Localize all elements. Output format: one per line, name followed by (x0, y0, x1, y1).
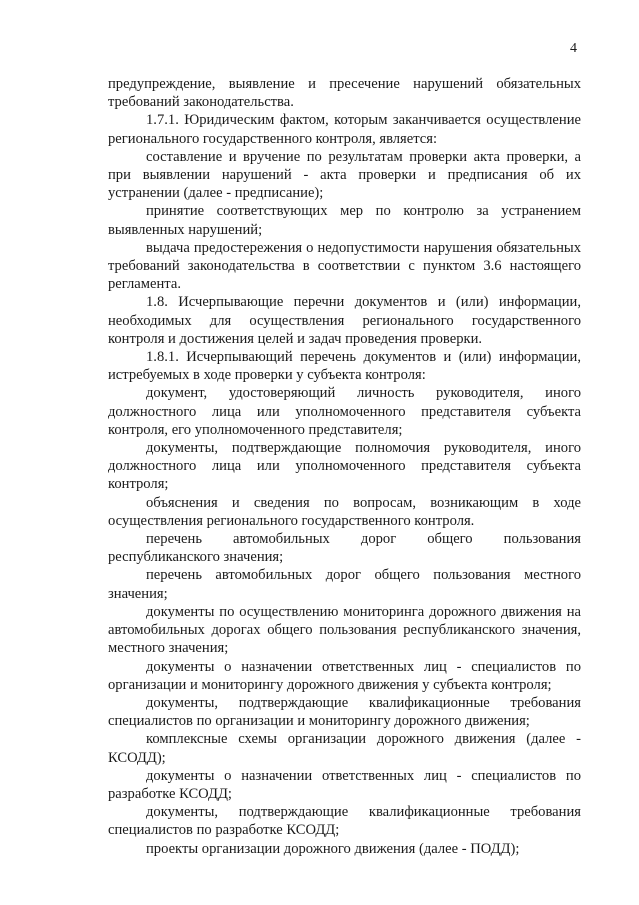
paragraph-2: 1.7.1. Юридическим фактом, которым заканчивается осуществление регионального государственного контроля, является: (108, 112, 581, 147)
paragraph-4: принятие соответствующих мер по контролю за устранением выявленных нарушений; (108, 203, 581, 238)
paragraph-6: 1.8. Исчерпывающие перечни документов и (или) информации, необходимых для осуществления регионального государственного контроля и достижения целей и задач проведения проверки. (108, 294, 581, 347)
paragraph-10: объяснения и сведения по вопросам, возникающим в ходе осуществления регионального государственного контроля. (108, 494, 581, 529)
paragraph-18: документы, подтверждающие квалификационные требования специалистов по разработке КСОДД; (108, 804, 581, 839)
paragraph-9: документы, подтверждающие полномочия руководителя, иного должностного лица или уполномоченного представителя субъекта контроля; (108, 440, 581, 493)
paragraph-8: документ, удостоверяющий личность руководителя, иного должностного лица или уполномоченного представителя субъекта контроля, его уполномоченного представителя; (108, 385, 581, 438)
paragraph-11: перечень автомобильных дорог общего пользования республиканского значения; (108, 531, 581, 566)
paragraph-19: проекты организации дорожного движения (далее - ПОДД); (146, 840, 520, 857)
paragraph-1: предупреждение, выявление и пресечение нарушений обязательных требований законодательства. (108, 76, 581, 111)
document-body (108, 75, 581, 858)
paragraph-7: 1.8.1. Исчерпывающий перечень документов и (или) информации, истребуемых в ходе проверки у субъекта контроля: (108, 349, 581, 384)
paragraph-13: документы по осуществлению мониторинга дорожного движения на автомобильных дорогах общего пользования республиканского значения, местного значения; (108, 603, 581, 657)
paragraph-16: комплексные схемы организации дорожного движения (далее - КСОДД); (108, 731, 581, 766)
page-number: 4 (570, 41, 577, 56)
paragraph-14: документы о назначении ответственных лиц - специалистов по организации и мониторингу дорожного движения у субъекта контроля; (108, 658, 581, 693)
paragraph-15: документы, подтверждающие квалификационные требования специалистов по организации и мониторингу дорожного движения; (108, 694, 581, 730)
paragraph-12: перечень автомобильных дорог общего пользования местного значения; (108, 567, 581, 602)
paragraph-17: документы о назначении ответственных лиц - специалистов по разработке КСОДД; (108, 767, 581, 802)
paragraph-5: выдача предостережения о недопустимости нарушения обязательных требований законодательства в соответствии с пунктом 3.6 настоящего регламента. (108, 239, 581, 293)
paragraph-3: составление и вручение по результатам проверки акта проверки, а при выявлении нарушений - акта проверки и предписания об их устранении (далее - предписание); (108, 148, 581, 202)
